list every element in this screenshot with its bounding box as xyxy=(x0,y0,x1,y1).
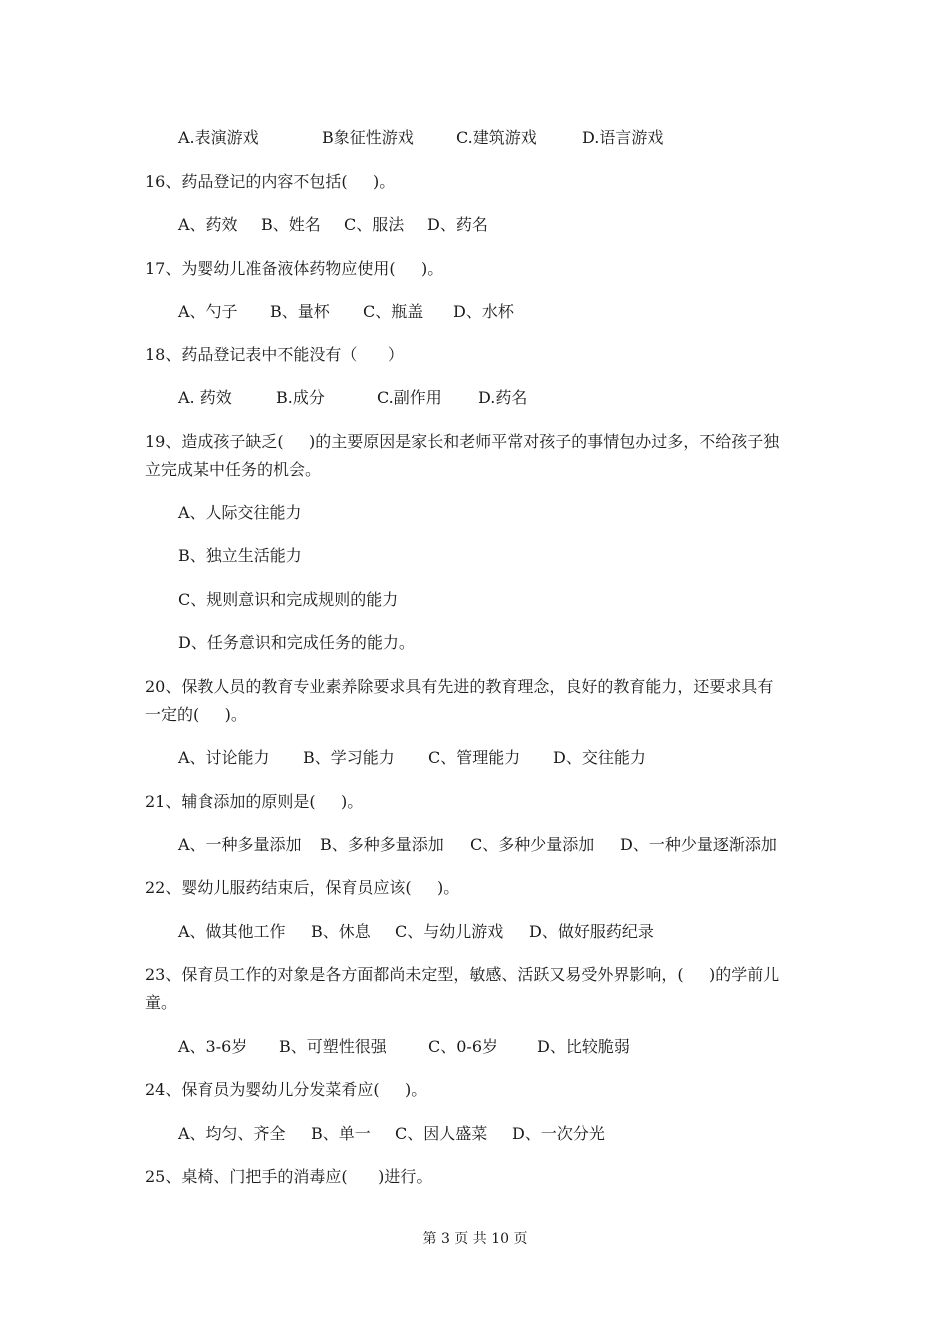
option-c: C、瓶盖 xyxy=(363,302,424,321)
option-c: C、0-6岁 xyxy=(428,1037,499,1056)
question-24: 24、保育员为婴幼儿分发菜肴应( )。 xyxy=(145,1080,428,1099)
option-d: D.药名 xyxy=(478,388,528,407)
option-d: D、水杯 xyxy=(453,302,514,321)
option-a: A、一种多量添加 xyxy=(178,835,302,854)
option-d: D.语言游戏 xyxy=(582,128,664,147)
option-c: C、规则意识和完成规则的能力 xyxy=(178,590,399,609)
option-b: B、多种多量添加 xyxy=(320,835,444,854)
option-d: D、药名 xyxy=(427,215,488,234)
question-21: 21、辅食添加的原则是( )。 xyxy=(145,792,364,811)
option-c: C、因人盛菜 xyxy=(395,1124,488,1143)
option-b: B、可塑性很强 xyxy=(279,1037,387,1056)
question-19-line-2: 立完成某中任务的机会。 xyxy=(145,460,322,479)
option-b: B、休息 xyxy=(311,922,371,941)
question-18: 18、药品登记表中不能没有（ ） xyxy=(145,345,404,364)
option-a: A. 药效 xyxy=(178,388,232,407)
option-b: B、量杯 xyxy=(270,302,330,321)
question-22: 22、婴幼儿服药结束后，保育员应该( )。 xyxy=(145,878,460,897)
question-17: 17、为婴幼儿准备液体药物应使用( )。 xyxy=(145,259,444,278)
option-b: B、姓名 xyxy=(261,215,321,234)
option-a: A、做其他工作 xyxy=(178,922,286,941)
option-b: B象征性游戏 xyxy=(322,128,414,147)
option-d: D、一种少量逐渐添加 xyxy=(620,835,777,854)
option-c: C、与幼儿游戏 xyxy=(395,922,504,941)
question-25: 25、桌椅、门把手的消毒应( )进行。 xyxy=(145,1167,433,1186)
option-c: C、管理能力 xyxy=(428,748,521,767)
option-a: A、人际交往能力 xyxy=(178,503,302,522)
option-a: A、勺子 xyxy=(178,302,238,321)
option-d: D、任务意识和完成任务的能力。 xyxy=(178,633,415,652)
question-23-line-2: 童。 xyxy=(145,993,178,1012)
option-d: D、一次分光 xyxy=(512,1124,605,1143)
page-number-footer: 第 3 页 共 10 页 xyxy=(422,1231,528,1247)
option-d: D、交往能力 xyxy=(553,748,646,767)
question-20-line-2: 一定的( )。 xyxy=(145,705,247,724)
option-d: D、做好服药纪录 xyxy=(529,922,654,941)
option-c: C.建筑游戏 xyxy=(456,128,537,147)
option-a: A.表演游戏 xyxy=(178,128,259,147)
option-a: A、均匀、齐全 xyxy=(178,1124,286,1143)
option-b: B、学习能力 xyxy=(303,748,395,767)
option-c: C、服法 xyxy=(344,215,405,234)
question-16: 16、药品登记的内容不包括( )。 xyxy=(145,172,396,191)
question-20-line-1: 20、保教人员的教育专业素养除要求具有先进的教育理念，良好的教育能力，还要求具有 xyxy=(145,677,774,696)
option-b: B、单一 xyxy=(311,1124,371,1143)
option-c: C.副作用 xyxy=(377,388,442,407)
option-b: B、独立生活能力 xyxy=(178,546,302,565)
option-b: B.成分 xyxy=(276,388,325,407)
option-a: A、药效 xyxy=(178,215,238,234)
question-19-line-1: 19、造成孩子缺乏( )的主要原因是家长和老师平常对孩子的事情包办过多，不给孩子独 xyxy=(145,432,780,451)
question-23-line-1: 23、保育员工作的对象是各方面都尚未定型，敏感、活跃又易受外界影响，( )的学前儿 xyxy=(145,965,780,984)
option-c: C、多种少量添加 xyxy=(470,835,595,854)
option-d: D、比较脆弱 xyxy=(537,1037,630,1056)
option-a: A、讨论能力 xyxy=(178,748,270,767)
option-a: A、3-6岁 xyxy=(178,1037,248,1056)
